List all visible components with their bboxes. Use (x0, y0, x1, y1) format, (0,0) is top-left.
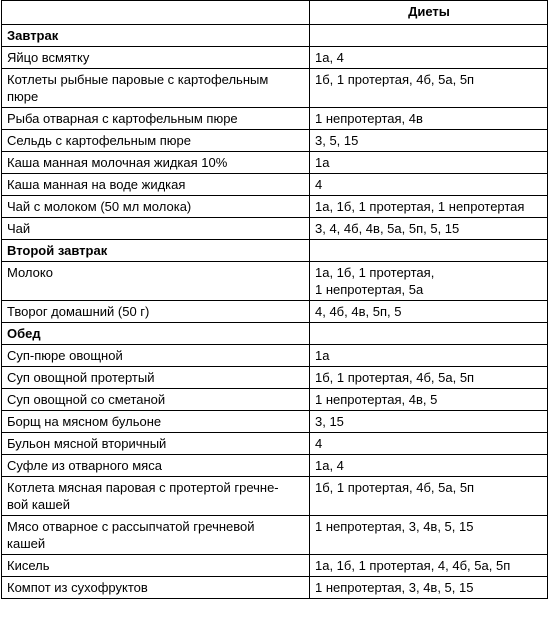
dish-name-cell: Суп овощной со сметаной (2, 389, 310, 411)
diets-cell: 1а, 4 (310, 47, 548, 69)
table-row (2, 433, 548, 455)
diets-cell: 3, 5, 15 (310, 130, 548, 152)
diets-cell: 1 непротертая, 3, 4в, 5, 15 (310, 516, 548, 555)
diets-cell: 1а, 4 (310, 455, 548, 477)
diets-cell: 4 (310, 433, 548, 455)
diets-cell: 1 непротертая, 4в (310, 108, 548, 130)
section-title: Завтрак (2, 25, 310, 47)
table-row (2, 477, 548, 516)
section-empty-cell (310, 240, 548, 262)
diets-cell: 1б, 1 протертая, 4б, 5а, 5п (310, 367, 548, 389)
section-row (2, 240, 548, 262)
dish-name-cell: Бульон мясной вторичный (2, 433, 310, 455)
dish-name-cell: Чай (2, 218, 310, 240)
diets-cell: 1 непротертая, 3, 4в, 5, 15 (310, 577, 548, 599)
dish-name-cell: Котлеты рыбные паровые с картофельным пюре (2, 69, 310, 108)
diets-cell: 1а, 1б, 1 протертая, 1 непротертая (310, 196, 548, 218)
dish-name-cell: Борщ на мясном бульоне (2, 411, 310, 433)
dish-name-cell: Суп овощной протертый (2, 367, 310, 389)
section-empty-cell (310, 25, 548, 47)
table-row (2, 411, 548, 433)
diets-cell: 4, 4б, 4в, 5п, 5 (310, 301, 548, 323)
table-row (2, 174, 548, 196)
header-diets-column: Диеты (310, 1, 548, 25)
table-body (2, 25, 548, 599)
table-row (2, 196, 548, 218)
table-row (2, 345, 548, 367)
dish-name-cell: Мясо отварное с рассыпчатой гречневой кашей (2, 516, 310, 555)
table-header-row (2, 1, 548, 25)
table-row (2, 130, 548, 152)
table-row (2, 152, 548, 174)
diets-cell: 1а (310, 152, 548, 174)
table-row (2, 455, 548, 477)
dish-name-cell: Сельдь с картофельным пюре (2, 130, 310, 152)
diets-cell: 1б, 1 протертая, 4б, 5а, 5п (310, 477, 548, 516)
section-row (2, 323, 548, 345)
table-row (2, 389, 548, 411)
table-row (2, 301, 548, 323)
table-row (2, 47, 548, 69)
table-row (2, 555, 548, 577)
dish-name-cell: Кисель (2, 555, 310, 577)
diets-cell: 3, 15 (310, 411, 548, 433)
diets-cell: 4 (310, 174, 548, 196)
dish-name-cell: Рыба отварная с картофельным пюре (2, 108, 310, 130)
dish-name-cell: Суфле из отварного мяса (2, 455, 310, 477)
table-row (2, 69, 548, 108)
dish-name-cell: Компот из сухофруктов (2, 577, 310, 599)
table-row (2, 577, 548, 599)
section-empty-cell (310, 323, 548, 345)
dish-name-cell: Каша манная на воде жидкая (2, 174, 310, 196)
header-dish-column (2, 1, 310, 25)
dish-name-cell: Молоко (2, 262, 310, 301)
dish-name-cell: Яйцо всмятку (2, 47, 310, 69)
diets-cell: 1 непротертая, 4в, 5 (310, 389, 548, 411)
table-row (2, 108, 548, 130)
table-row (2, 367, 548, 389)
table-row (2, 262, 548, 301)
section-title: Второй завтрак (2, 240, 310, 262)
section-row (2, 25, 548, 47)
diet-menu-table (1, 0, 548, 599)
section-title: Обед (2, 323, 310, 345)
dish-name-cell: Каша манная молочная жидкая 10% (2, 152, 310, 174)
table-row (2, 218, 548, 240)
diets-cell: 1а (310, 345, 548, 367)
diets-cell: 1а, 1б, 1 протертая, 4, 4б, 5а, 5п (310, 555, 548, 577)
dish-name-cell: Творог домашний (50 г) (2, 301, 310, 323)
dish-name-cell: Суп-пюре овощной (2, 345, 310, 367)
dish-name-cell: Котлета мясная паровая с протертой гречне- вой кашей (2, 477, 310, 516)
diets-cell: 1б, 1 протертая, 4б, 5а, 5п (310, 69, 548, 108)
table-row (2, 516, 548, 555)
diets-cell: 3, 4, 4б, 4в, 5а, 5п, 5, 15 (310, 218, 548, 240)
diets-cell: 1а, 1б, 1 протертая, 1 непротертая, 5а (310, 262, 548, 301)
dish-name-cell: Чай с молоком (50 мл молока) (2, 196, 310, 218)
